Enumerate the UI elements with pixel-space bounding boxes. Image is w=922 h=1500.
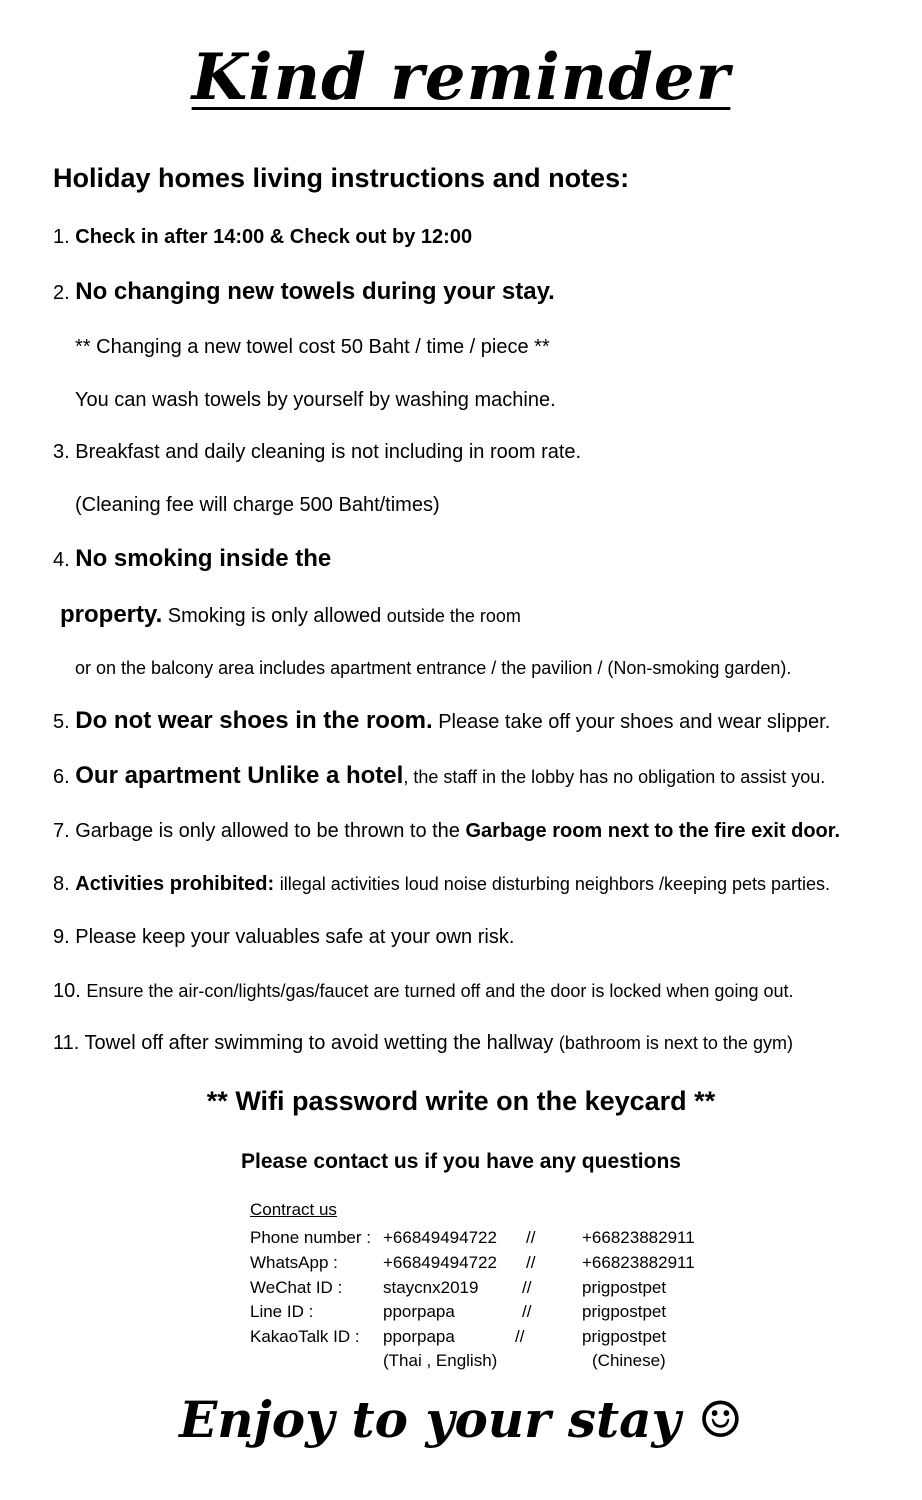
item-6-text: , the staff in the lobby has no obligation to assist you. [403,767,826,787]
contact-block [250,1200,720,1375]
contact-value-b: +66823882911 [582,1253,695,1272]
contact-separator: // [522,1278,532,1297]
item-11 [53,1032,793,1055]
contact-separator: // [526,1228,536,1247]
item-4-line2 [60,601,521,629]
contact-label: Line ID : [250,1302,314,1321]
contact-value-a: +66849494722 [383,1253,497,1272]
item-5-bold: Do not wear shoes in the room. [75,707,433,734]
contact-label: WeChat ID : [250,1278,343,1297]
item-number: 2. [53,282,70,304]
item-3-text: Breakfast and daily cleaning is not including in room rate. [75,441,582,463]
wifi-note: ** Wifi password write on the keycard ** [206,1086,716,1116]
item-4-text-a: Smoking is only allowed [167,605,382,627]
contact-value-b: prigpostpet [582,1278,667,1297]
item-number: 11. [53,1032,80,1054]
contact-label: WhatsApp : [250,1253,338,1272]
item-5-text: Please take off your shoes and wear slipper. [438,711,831,733]
contact-value-a: +66849494722 [383,1228,497,1247]
item-4-text-b: outside the room [386,606,521,626]
item-5 [53,707,830,735]
subtitle: Holiday homes living instructions and notes: [53,163,630,193]
contact-separator: // [515,1327,525,1346]
contact-heading: Contract us [250,1200,337,1219]
contact-value-a: pporpapa [383,1302,455,1321]
item-number: 1. [53,226,70,248]
contact-label: KakaoTalk ID : [250,1327,360,1346]
item-10 [53,980,794,1003]
item-number: 5. [53,711,70,733]
item-3-line2: (Cleaning fee will charge 500 Baht/times) [75,494,440,516]
contact-label: Phone number : [250,1228,371,1247]
title [0,40,922,115]
title-text: Kind reminder [191,40,731,115]
item-1 [53,226,472,249]
contact-lang-a: (Thai , English) [383,1351,498,1370]
item-7-bold: Garbage room next to the fire exit door. [465,820,841,842]
contact-value-a: staycnx2019 [383,1278,479,1297]
contact-value-b: prigpostpet [582,1327,667,1346]
contact-question: Please contact us if you have any questions [241,1150,681,1173]
item-number: 4. [53,549,70,571]
item-3 [53,441,581,464]
item-number: 3. [53,441,70,463]
contact-lang-b: (Chinese) [592,1351,666,1370]
item-10-text: Ensure the air-con/lights/gas/faucet are turned off and the door is locked when going out. [86,981,794,1001]
item-2 [53,278,555,306]
item-7 [53,820,840,843]
item-9 [53,926,514,949]
item-6-bold: Our apartment Unlike a hotel [75,762,404,789]
contact-separator: // [526,1253,536,1272]
contact-value-a: pporpapa [383,1327,455,1346]
item-9-text: Please keep your valuables safe at your own risk. [75,926,515,948]
item-11-text: Towel off after swimming to avoid wetting the hallway [84,1032,554,1054]
item-11-text-sm: (bathroom is next to the gym) [558,1033,793,1053]
closing-message: Enjoy to your stay ☺ [179,1390,743,1449]
item-7-text: Garbage is only allowed to be thrown to the [75,820,460,842]
item-8 [53,873,830,896]
item-2-line3: You can wash towels by yourself by washing machine. [75,389,556,411]
item-4-line3: or on the balcony area includes apartment entrance / the pavilion / (Non-smoking garden). [75,658,792,678]
item-8-bold: Activities prohibited: [75,873,275,895]
item-number: 8. [53,873,70,895]
item-4-bold2: property. [60,601,163,628]
item-4 [53,545,331,573]
item-4-bold: No smoking inside the [75,545,332,572]
item-8-text: illegal activities loud noise disturbing neighbors /keeping pets parties. [279,874,831,894]
item-number: 7. [53,820,70,842]
item-2-line2: ** Changing a new towel cost 50 Baht / time / piece ** [75,336,550,358]
item-6 [53,762,825,790]
item-number: 9. [53,926,70,948]
contact-value-b: prigpostpet [582,1302,667,1321]
item-1-bold: Check in after 14:00 & Check out by 12:00 [75,226,473,248]
item-number: 6. [53,766,70,788]
contact-value-b: +66823882911 [582,1228,695,1247]
item-number: 10. [53,980,81,1002]
contact-separator: // [522,1302,532,1321]
item-2-bold: No changing new towels during your stay. [75,278,555,305]
